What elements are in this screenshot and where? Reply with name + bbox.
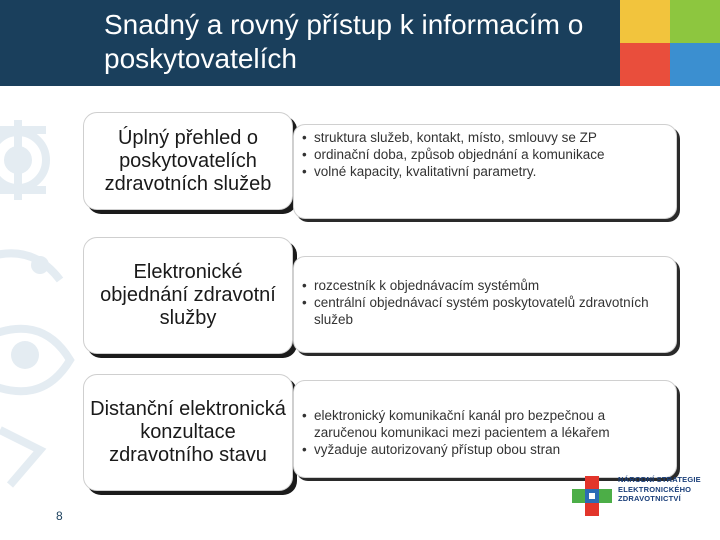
row-2-label: Elektronické objednání zdravotní služby — [100, 261, 276, 329]
row-1-label: Úplný přehled o poskytovatelích zdravotních služeb — [104, 126, 272, 195]
bullet-item: • rozcestník k objednávacím systémům — [294, 277, 676, 294]
slide-header — [0, 0, 620, 86]
nsez-logo — [570, 472, 710, 520]
page-number: 8 — [56, 509, 63, 523]
bullet-item: • volné kapacity, kvalitativní parametry. — [294, 163, 676, 180]
row-1-bullet-list — [294, 129, 676, 180]
row-2-label-box — [83, 237, 293, 354]
row-2-details-box — [293, 256, 677, 353]
watermark-graphic — [0, 90, 80, 490]
row-2-bullet-list — [294, 277, 676, 328]
row-3-details-box — [293, 380, 677, 478]
medical-cross-logo-icon — [570, 474, 614, 518]
header-color-mosaic — [620, 0, 720, 86]
mosaic-tile — [620, 43, 670, 86]
bullet-item: • struktura služeb, kontakt, místo, smlouvy se ZP — [294, 129, 676, 146]
bullet-item: • centrální objednávací systém poskytovatelů zdravotních služeb — [294, 294, 676, 328]
row-3-label-box — [83, 374, 293, 491]
bullet-item: • vyžaduje autorizovaný přístup obou stran — [294, 441, 676, 458]
row-3-label: Distanční elektronická konzultace zdravotního stavu — [90, 398, 286, 466]
slide-title: Snadný a rovný přístup k informacím o poskytovatelích — [104, 9, 584, 74]
mosaic-tile — [620, 0, 670, 43]
logo-text: NÁRODNÍ STRATEGIE ELEKTRONICKÉHO ZDRAVOTNICTVÍ — [618, 475, 701, 503]
row-3-bullet-list — [294, 407, 676, 458]
mosaic-tile — [670, 43, 720, 86]
row-1-details-box — [293, 124, 677, 219]
row-1-label-box — [83, 112, 293, 210]
bullet-item: • ordinační doba, způsob objednání a komunikace — [294, 146, 676, 163]
bullet-item: • elektronický komunikační kanál pro bezpečnou a zaručenou komunikaci mezi pacientem a lékařem — [294, 407, 676, 441]
mosaic-tile — [670, 0, 720, 43]
